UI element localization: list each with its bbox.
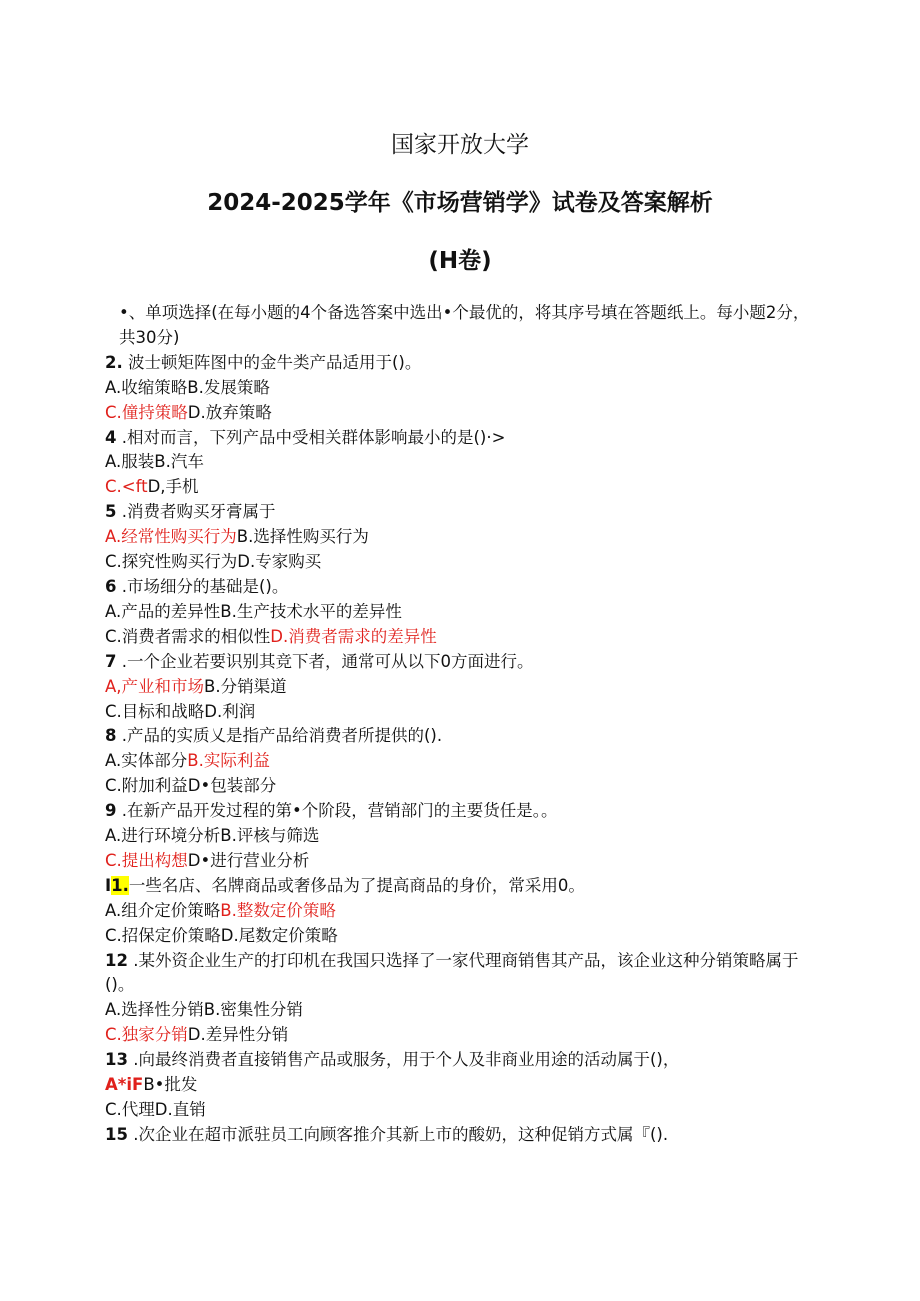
option-c-answer: C.僮持策略 (105, 402, 188, 422)
question-9: 9 .在新产品开发过程的第•个阶段，营销部门的主要货任是。。 (105, 801, 558, 821)
option-b: B.评核与筛选 (220, 826, 320, 846)
question-list (105, 301, 820, 1148)
highlighted-number: 1. (111, 875, 129, 895)
option-a-answer: A,产业和市场 (105, 676, 205, 696)
option-a: A.收缩策略 (105, 377, 188, 397)
option-d: D•包装部分 (187, 776, 277, 796)
section-intro: •、单项选择(在每小题的4个备选答案中选出•个最优的，将其序号填在答题纸上。每小题2分，共30分) (119, 303, 810, 347)
options-row (105, 450, 820, 475)
option-c-answer: C.提出构想 (105, 850, 188, 870)
options-row (105, 899, 820, 924)
option-b: B.发展策略 (187, 377, 270, 397)
options-row (105, 824, 820, 849)
option-a-answer: A*iF (105, 1075, 144, 1095)
options-row (105, 376, 820, 401)
option-c: C.附加利益 (105, 776, 188, 796)
options-row (105, 774, 820, 799)
options-row (105, 600, 820, 625)
option-b-answer: B.整数定价策略 (220, 900, 336, 920)
question-5: 5 .消费者购买牙膏属于 (105, 502, 276, 522)
university-name: 国家开放大学 (391, 132, 529, 158)
option-d: D.放弃策略 (187, 402, 272, 422)
options-row (105, 475, 820, 500)
options-row (105, 1098, 820, 1123)
option-b: B.密集性分销 (203, 1000, 303, 1020)
exam-version: (H卷) (428, 248, 492, 274)
option-d: D.利润 (204, 701, 256, 721)
question-7: 7 .一个企业若要识别其竞下者，通常可从以下0方面进行。 (105, 651, 534, 671)
option-b: B•批发 (143, 1075, 198, 1095)
options-row (105, 749, 820, 774)
option-a: A.实体部分 (105, 751, 188, 771)
option-b-answer: B.实际利益 (187, 751, 270, 771)
options-row (105, 1073, 820, 1098)
option-b: B.生产技术水平的差异性 (220, 601, 402, 621)
option-a: A.服装 (105, 452, 155, 472)
option-c: C.探究性购买行为 (105, 552, 238, 572)
question-6: 6 .市场细分的基础是()。 (105, 576, 289, 596)
option-a: A.进行环境分析 (105, 826, 221, 846)
options-row (105, 675, 820, 700)
option-b: B.选择性购买行为 (236, 527, 369, 547)
option-d: D.尾数定价策略 (220, 925, 338, 945)
question-13: 13 .向最终消费者直接销售产品或服务，用于个人及非商业用途的活动属于()， (105, 1050, 680, 1070)
option-a: A.选择性分销 (105, 1000, 204, 1020)
question-4: 4 .相对而言，下列产品中受相关群体影响最小的是()·> (105, 427, 506, 447)
option-d: D,手机 (147, 477, 199, 497)
options-row (105, 401, 820, 426)
options-row (105, 998, 820, 1023)
exam-title: 2024-2025学年《市场营销学》试卷及答案解析 (207, 190, 713, 216)
options-row (105, 924, 820, 949)
options-row (105, 550, 820, 575)
option-b: B.分销渠道 (204, 676, 287, 696)
option-c: C.消费者需求的相似性 (105, 626, 271, 646)
options-row (105, 625, 820, 650)
question-12: 12 .某外资企业生产的打印机在我国只选择了一家代理商销售其产品，该企业这种分销策略属于()。 (105, 950, 799, 995)
option-a: A.组介定价策略 (105, 900, 221, 920)
question-2: 2. 波士顿矩阵图中的金牛类产品适用于()。 (105, 352, 422, 372)
question-15: 15 .次企业在超市派驻员工向顾客推介其新上市的酸奶，这种促销方式属『(). (105, 1124, 669, 1144)
option-a: A.产品的差异性 (105, 601, 221, 621)
option-c: C.代理 (105, 1100, 155, 1119)
option-d: D•进行营业分析 (187, 850, 310, 870)
question-8: 8 .产品的实质乂是指产品给消费者所提供的(). (105, 726, 443, 746)
options-row (105, 849, 820, 874)
option-d: D.直销 (154, 1100, 206, 1119)
option-b: B.汽车 (154, 452, 204, 472)
option-c: C.目标和战略 (105, 701, 205, 721)
option-c: C.招保定价策略 (105, 925, 221, 945)
option-d: D.专家购买 (237, 552, 322, 572)
options-row (105, 1023, 820, 1048)
option-a-answer: A.经常性购买行为 (105, 527, 237, 547)
option-d-answer: D.消费者需求的差异性 (270, 626, 437, 646)
question-11: I1.一些名店、名牌商品或奢侈品为了提高商品的身价，常采用0。 (105, 875, 585, 895)
option-c-answer: C.<ft (105, 477, 148, 497)
options-row (105, 700, 820, 725)
option-c-answer: C.独家分销 (105, 1025, 188, 1045)
option-d: D.差异性分销 (187, 1025, 289, 1045)
options-row (105, 525, 820, 550)
